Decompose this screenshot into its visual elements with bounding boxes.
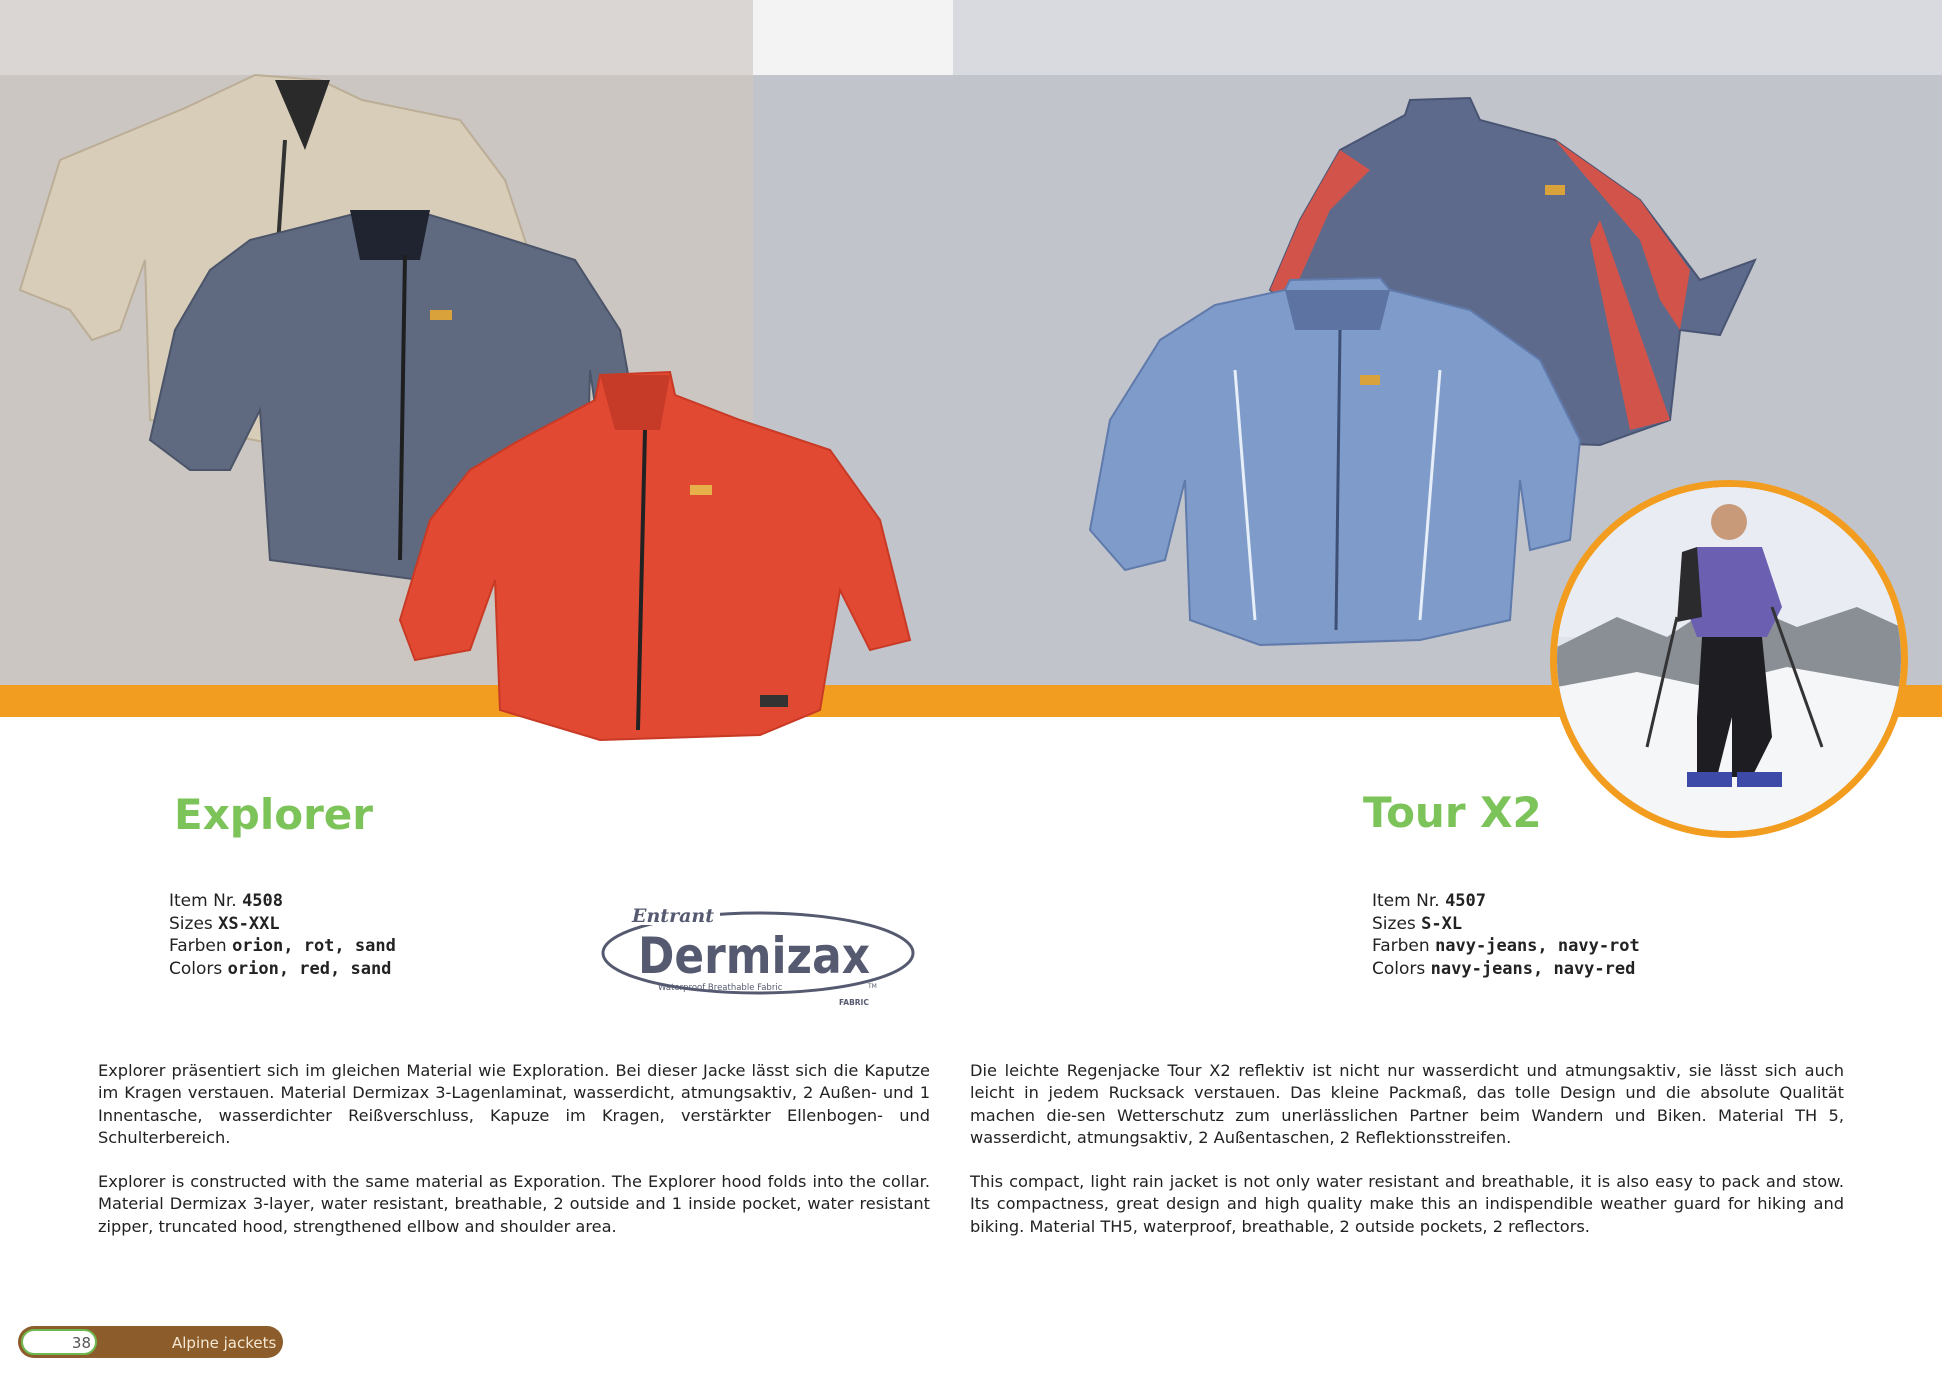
- logo-tagline: Waterproof Breathable Fabric: [658, 983, 783, 993]
- description-tour-x2: [970, 1060, 1844, 1260]
- product-specs-explorer: [169, 890, 396, 980]
- description-german: Explorer präsentiert sich im gleichen Material wie Exploration. Bei dieser Jacke lässt sich die Kaputze im Kragen verstauen. Material Dermizax 3-Lagenlaminat, wasserdicht, atmungsaktiv, 2 Außen- und 1 Innentasche, wasserdichter Reißverschluss, Kapuze im Kragen, verstärkter Ellenbogen- und Schulterbereich.: [98, 1061, 930, 1147]
- logo-brand: Entrant: [632, 905, 714, 927]
- spec-item-number: Item Nr. 4507: [1372, 891, 1487, 911]
- description-english: Explorer is constructed with the same material as Exporation. The Explorer hood folds into the collar. Material Dermizax 3-layer, water resistant, breathable, 2 outside and 1 inside pocket, water resistant zipper, truncated hood, strengthened ellbow and shoulder area.: [98, 1172, 930, 1236]
- spec-farben: Farben navy-jeans, navy-rot: [1372, 936, 1640, 956]
- description-explorer: [98, 1060, 930, 1260]
- spec-farben: Farben orion, rot, sand: [169, 936, 396, 956]
- description-english: This compact, light rain jacket is not only water resistant and breathable, it is also easy to pack and stow. Its compactness, great design and high quality make this an indispendible weather guard for hiking and biking. Material TH5, waterproof, breathable, 2 outside pockets, 2 reflectors.: [970, 1172, 1844, 1236]
- spec-colors: Colors navy-jeans, navy-red: [1372, 958, 1636, 979]
- spec-colors: Colors orion, red, sand: [169, 958, 392, 979]
- description-german: Die leichte Regenjacke Tour X2 reflektiv ist nicht nur wasserdicht und atmungsaktiv, sie lässt sich auch leicht in jedem Rucksack verstauen. Das kleine Packmaß, das tolle Design und die absolute Qualität machen die-sen Wetterschutz zum unerlässlichen Partner beim Wandern und Biken. Material TH 5, wasserdicht, atmungsaktiv, 2 Außentaschen, 2 Reflektionsstreifen.: [970, 1061, 1844, 1147]
- logo-name: Dermizax: [638, 927, 870, 985]
- product-title-explorer: Explorer: [174, 790, 374, 839]
- page-number: 38: [71, 1334, 91, 1352]
- logo-fabric: FABRIC: [839, 998, 869, 1007]
- product-specs-tour-x2: [1372, 890, 1640, 980]
- section-name: Alpine jackets: [172, 1334, 277, 1352]
- product-title-tour-x2: Tour X2: [1363, 788, 1542, 837]
- page-number-pill: [21, 1329, 97, 1355]
- skier-photo: [1550, 480, 1908, 838]
- dermizax-logo: [598, 895, 918, 1010]
- spec-sizes: Sizes S-XL: [1372, 913, 1463, 934]
- skier-illustration: [1557, 487, 1901, 831]
- spec-item-number: Item Nr. 4508: [169, 891, 284, 911]
- logo-tm: TM: [868, 983, 877, 990]
- page-footer-tab: [18, 1326, 283, 1358]
- spec-sizes: Sizes XS-XXL: [169, 913, 280, 934]
